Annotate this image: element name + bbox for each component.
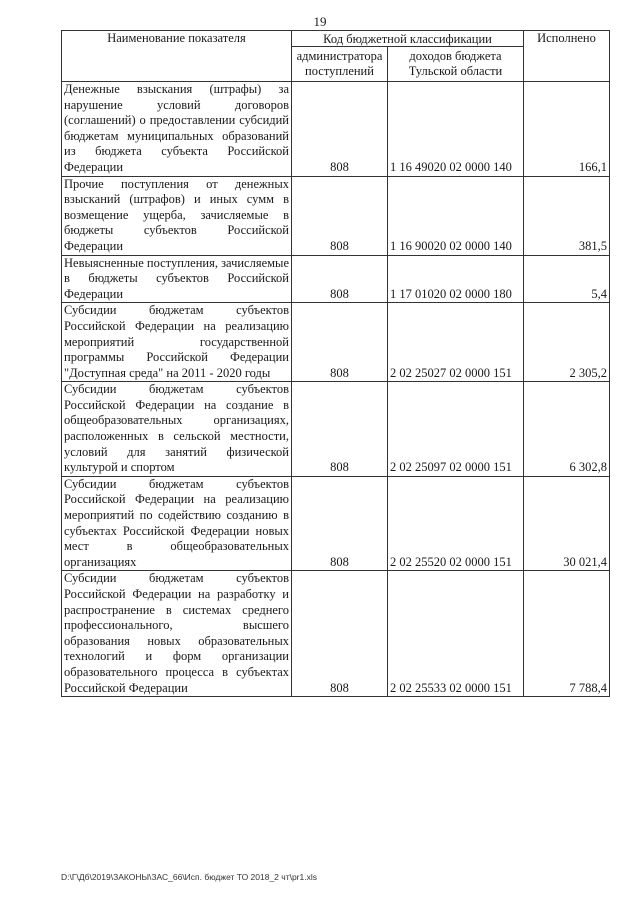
row-revenue-code: 2 02 25520 02 0000 151 — [388, 476, 524, 571]
header-administrator: администратора поступлений — [292, 47, 388, 82]
table-row — [62, 476, 610, 571]
row-admin-code: 808 — [292, 382, 388, 477]
row-revenue-code: 2 02 25027 02 0000 151 — [388, 303, 524, 382]
row-revenue-code: 1 16 90020 02 0000 140 — [388, 176, 524, 255]
table-row — [62, 303, 610, 382]
row-done: 5,4 — [524, 255, 610, 303]
row-done: 7 788,4 — [524, 571, 610, 697]
header-done: Исполнено — [524, 31, 610, 82]
table-row — [62, 255, 610, 303]
row-done: 381,5 — [524, 176, 610, 255]
row-revenue-code: 2 02 25533 02 0000 151 — [388, 571, 524, 697]
row-revenue-code: 1 16 49020 02 0000 140 — [388, 82, 524, 177]
row-name: Денежные взыскания (штрафы) за нарушение условий договоров (соглашений) о предоставлении субсидий бюджетам муниципальных образований из бюджета субъекта Российской Федерации — [62, 82, 292, 177]
budget-table — [61, 30, 610, 697]
row-admin-code: 808 — [292, 571, 388, 697]
header-budget-code: Код бюджетной классификации — [292, 31, 524, 47]
header-revenue: доходов бюджета Тульской области — [388, 47, 524, 82]
row-name: Невыясненные поступления, зачисляемые в бюджеты субъектов Российской Федерации — [62, 255, 292, 303]
row-admin-code: 808 — [292, 303, 388, 382]
row-name: Субсидии бюджетам субъектов Российской Федерации на создание в общеобразовательных организациях, расположенных в сельской местности, условий для занятий физической культурой и спортом — [62, 382, 292, 477]
table-row — [62, 82, 610, 177]
row-admin-code: 808 — [292, 255, 388, 303]
row-admin-code: 808 — [292, 82, 388, 177]
row-admin-code: 808 — [292, 176, 388, 255]
table-row — [62, 382, 610, 477]
table-row — [62, 176, 610, 255]
footer-file-path: D:\Г\Дб\2019\ЗАКОНЫ\ЗАС_66\Исп. бюджет ТО 2018_2 чт\pr1.xls — [61, 872, 317, 882]
row-name: Субсидии бюджетам субъектов Российской Федерации на разработку и распространение в системах среднего профессионального, высшего образования новых образовательных технологий и форм организации образовательного процесса в субъектах Российской Федерации — [62, 571, 292, 697]
row-admin-code: 808 — [292, 476, 388, 571]
row-name: Субсидии бюджетам субъектов Российской Федерации на реализацию мероприятий государственной программы Российской Федерации "Доступная среда" на 2011 - 2020 годы — [62, 303, 292, 382]
header-row-top — [62, 31, 610, 47]
row-done: 30 021,4 — [524, 476, 610, 571]
row-done: 166,1 — [524, 82, 610, 177]
row-revenue-code: 1 17 01020 02 0000 180 — [388, 255, 524, 303]
row-revenue-code: 2 02 25097 02 0000 151 — [388, 382, 524, 477]
page-number: 19 — [313, 14, 327, 29]
row-name: Прочие поступления от денежных взысканий (штрафов) и иных сумм в возмещение ущерба, зачисляемые в бюджеты субъектов Российской Федерации — [62, 176, 292, 255]
row-done: 2 305,2 — [524, 303, 610, 382]
table-row — [62, 571, 610, 697]
row-name: Субсидии бюджетам субъектов Российской Федерации на реализацию мероприятий по содействию созданию в субъектах Российской Федерации новых мест в общеобразовательных организациях — [62, 476, 292, 571]
header-name: Наименование показателя — [62, 31, 292, 82]
row-done: 6 302,8 — [524, 382, 610, 477]
